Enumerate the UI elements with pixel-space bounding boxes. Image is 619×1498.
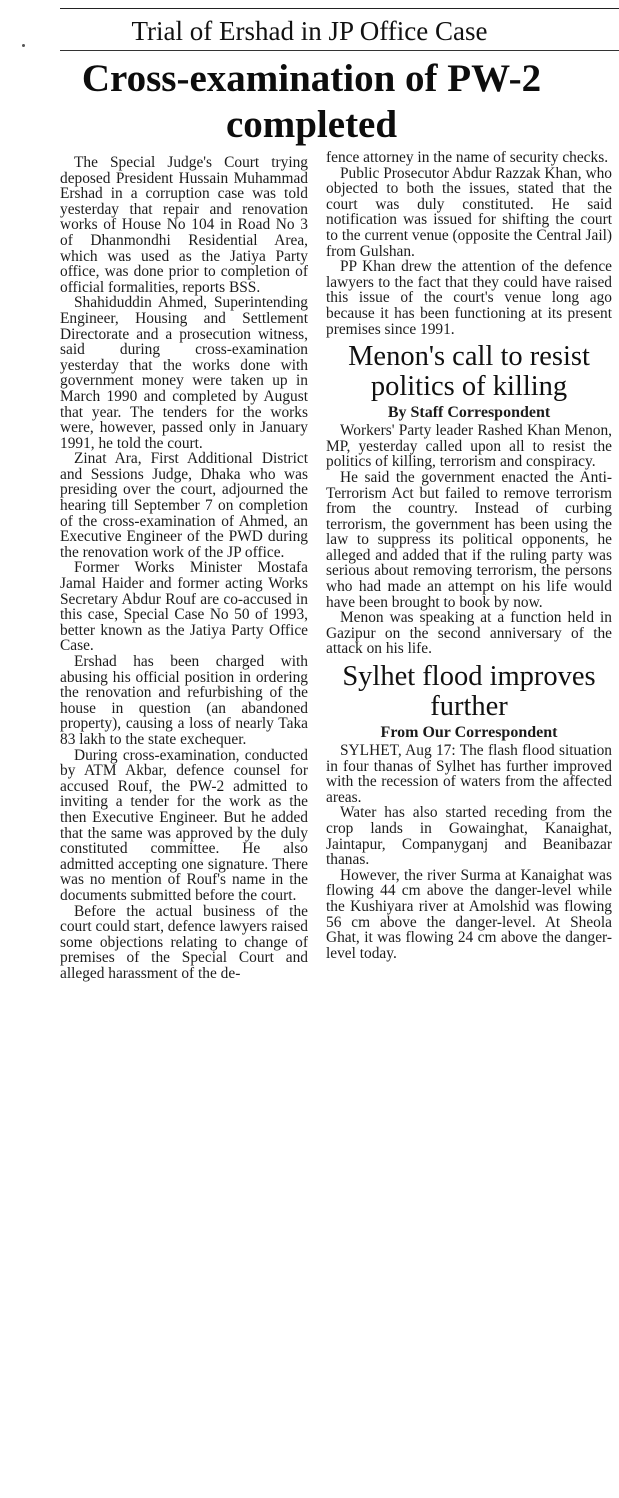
story1-paragraph: The Special Judge's Court trying deposed President Hussain Muhammad Ershad in a corruption case was told yesterday that repair and renovation works of House No 104 in Road No 3 of Dhanmondhi Residential Area, which was used as the Jatiya Party office, was done prior to completion of official formalities, reports BSS. xyxy=(60,154,308,296)
story3-byline: From Our Correspondent xyxy=(380,724,558,742)
story3-paragraph: SYLHET, Aug 17: The flash flood situation in four thanas of Sylhet has further improved with the recession of waters from the affected areas. xyxy=(326,742,612,806)
main-headline: Cross-examination of PW-2 completed xyxy=(81,57,542,146)
story3-paragraph: However, the river Surma at Kanaighat was flowing 44 cm above the danger-level while the Kushiyara river at Amolshid was flowing 56 cm above the danger-level. At Sheola Ghat, it was flowing 24 cm above the danger-level today. xyxy=(326,866,612,962)
left-column xyxy=(60,155,308,981)
top-rule xyxy=(60,8,619,9)
kicker-rule xyxy=(60,50,619,51)
story1-continuation: PP Khan drew the attention of the defence lawyers to the fact that they could have raised this issue of the court's venue long ago because it has been functioning at its present premises since 1991. xyxy=(326,258,612,338)
story1-paragraph: Shahiduddin Ahmed, Superintending Engineer, Housing and Settlement Directorate and a prosecution witness, said during cross-examination yesterday that the works done with government money were taken up in March 1990 and completed by August that year. The tenders for the works were, however, passed only in January 1991, he told the court. xyxy=(60,294,308,452)
story3-headline: Sylhet flood improves further xyxy=(342,661,596,723)
story3-paragraph: Water has also started receding from the crop lands in Gowainghat, Kanaighat, Jaintapur, Companyganj and Beanibazar thanas. xyxy=(326,804,612,869)
story1-paragraph: Zinat Ara, First Additional District and Sessions Judge, Dhaka who was presiding over the court, adjourned the hearing till September 7 on completion of the cross-examination of Ahmed, an Executive Engineer of the PWD during the renovation work of the JP office. xyxy=(60,450,308,561)
story-kicker: Trial of Ershad in JP Office Case xyxy=(131,16,488,46)
story2-byline: By Staff Correspondent xyxy=(387,404,551,422)
story2-paragraph: He said the government enacted the Anti-Terrorism Act but failed to remove terrorism from the country. Instead of curbing terrorism, the government has been using the law to suppress its political opponents, he alleged and added that if the ruling party was serious about removing terrorism, the persons who had made an attempt on his life would have been brought to book by now. xyxy=(326,468,612,611)
story1-paragraph: Before the actual business of the court could start, defence lawyers raised some objections relating to change of premises of the Special Court and alleged harassment of the de- xyxy=(60,902,308,982)
story1-paragraph: Former Works Minister Mostafa Jamal Haider and former acting Works Secretary Abdur Rouf are co-accused in this case, Special Case No 50 of 1993, better known as the Jatiya Party Office Case. xyxy=(60,559,308,655)
story2-paragraph: Workers' Party leader Rashed Khan Menon, MP, yesterday called upon all to resist the politics of killing, terrorism and conspiracy. xyxy=(326,422,612,471)
story1-continuation: Public Prosecutor Abdur Razzak Khan, who objected to both the issues, stated that the court was duly constituted. He said notification was issued for shifting the court to the current venue (opposite the Central Jail) from Gulshan. xyxy=(326,164,612,260)
right-column xyxy=(326,150,612,961)
story1-paragraph: Ershad has been charged with abusing his official position in ordering the renovation and refurbishing of the house in question (an abandoned property), causing a loss of nearly Taka 83 lakh to the state exchequer. xyxy=(60,653,308,748)
story1-continuation: fence attorney in the name of security checks. xyxy=(326,149,609,166)
story2-headline: Menon's call to resist politics of killing xyxy=(348,341,590,403)
story1-paragraph: During cross-examination, conducted by ATM Akbar, defence counsel for accused Rouf, the PW-2 admitted to inviting a tender for the work as the then Executive Engineer. But he added that the same was approved by the duly constituted committee. He also admitted accepting one signature. There was no mention of Rouf's name in the documents submitted before the court. xyxy=(60,746,308,904)
story2-paragraph: Menon was speaking at a function held in Gazipur on the second anniversary of the attack on his life. xyxy=(326,609,612,658)
